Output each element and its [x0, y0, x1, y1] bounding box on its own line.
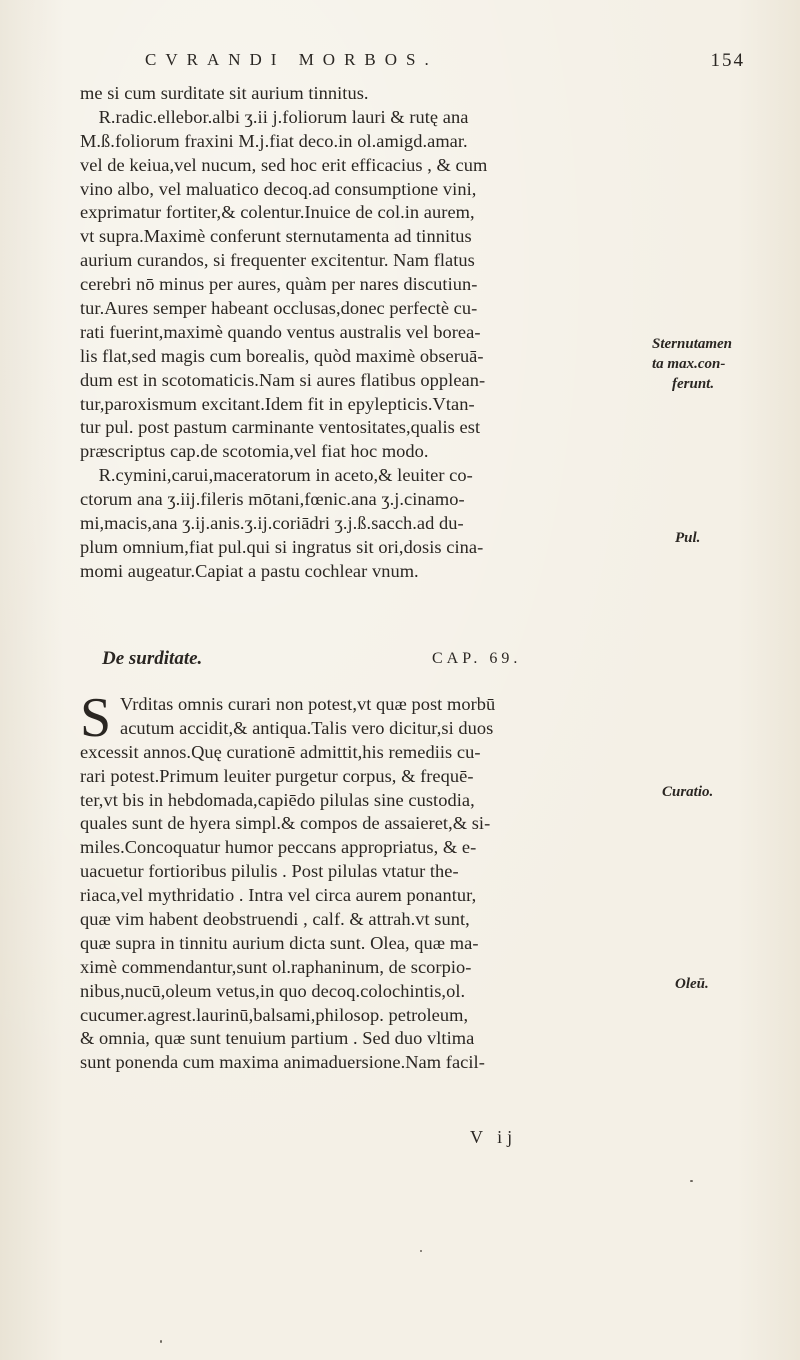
- section-title: De surditate.: [102, 648, 203, 669]
- margin-note-line: ta max.con-: [652, 356, 726, 372]
- margin-note-line: ferunt.: [672, 376, 715, 392]
- margin-note-olea: Oleū.: [675, 976, 709, 992]
- text-line: rari potest.Primum leuiter purgetur corpus, & frequē-: [80, 765, 474, 786]
- text-line: exprimatur fortiter,& colentur.Inuice de col.in aurem,: [80, 202, 475, 223]
- signature-mark: V ij: [470, 1127, 518, 1147]
- text-line: excessit annos.Quę curationē admittit,his remediis cu-: [80, 741, 481, 762]
- text-line: plum omnium,fiat pul.qui si ingratus sit ori,dosis cina-: [80, 536, 484, 557]
- text-line: vel de keiua,vel nucum, sed hoc erit efficacius , & cum: [80, 154, 488, 175]
- text-line: dum est in scotomaticis.Nam si aures flatibus opplean-: [80, 369, 486, 390]
- text-line: aurium curandos, si frequenter excitentur. Nam flatus: [80, 250, 475, 271]
- text-line: sunt ponenda cum maxima animaduersione.Nam facil-: [80, 1052, 485, 1073]
- margin-note-pul: Pul.: [675, 530, 701, 546]
- text-line: quales sunt de hyera simpl.& compos de assaieret,& si-: [80, 813, 491, 834]
- paper-speck: [420, 1250, 422, 1252]
- drop-capital: S: [80, 687, 112, 749]
- text-line: vt supra.Maximè conferunt sternutamenta ad tinnitus: [80, 226, 472, 247]
- text-line: cerebri nō minus per aures, quàm per nares discutiun-: [80, 274, 478, 295]
- running-header: [145, 50, 745, 80]
- text-line: quæ supra in tinnitu aurium dicta sunt. Olea, quæ ma-: [80, 932, 479, 953]
- text-line: vino albo, vel maluatico decoq.ad consumptione vini,: [80, 178, 477, 199]
- text-line: mi,macis,ana ʒ.ij.anis.ʒ.ij.coriādri ʒ.j.ß.sacch.ad du-: [80, 513, 464, 534]
- text-line: momi augeatur.Capiat a pastu cochlear vnum.: [80, 560, 419, 581]
- paragraph-surditas: [80, 693, 740, 1075]
- text-line: quæ vim habent deobstruendi , calf. & attrah.vt sunt,: [80, 909, 470, 930]
- text-line: ximè commendantur,sunt ol.raphaninum, de scorpio-: [80, 956, 472, 977]
- text-line: tur,paroxismum excitant.Idem fit in epylepticis.Vtan-: [80, 393, 475, 414]
- text-line: acutum accidit,& antiqua.Talis vero dicitur,si duos: [120, 717, 494, 738]
- text-line: uacuetur fortioribus pilulis . Post pilulas vtatur the-: [80, 861, 459, 882]
- paragraph-tinnitus: [80, 82, 740, 584]
- paper-speck: [160, 1340, 162, 1343]
- text-line: R.radic.ellebor.albi ʒ.ii j.foliorum lauri & rutę ana: [80, 106, 469, 127]
- margin-note-sternutamenta: [652, 334, 732, 394]
- header-title: CVRANDI MORBOS.: [145, 50, 438, 69]
- text-line: tur pul. post pastum carminante ventositates,qualis est: [80, 417, 481, 438]
- margin-note-line: Sternutamen: [652, 336, 733, 352]
- chapter-number: CAP. 69.: [432, 650, 522, 667]
- text-line: miles.Concoquatur humor peccans appropriatus, & e-: [80, 837, 477, 858]
- text-line: ctorum ana ʒ.iij.fileris mōtani,fœnic.ana ʒ.j.cinamo-: [80, 489, 465, 510]
- text-line: M.ß.foliorum fraxini M.j.fiat deco.in ol.amigd.amar.: [80, 130, 468, 151]
- text-line: lis flat,sed magis cum borealis, quòd maximè obseruā-: [80, 345, 484, 366]
- paper-speck: [690, 1180, 693, 1182]
- text-line: me si cum surditate sit aurium tinnitus.: [80, 83, 369, 103]
- text-line: rati fuerint,maximè quando ventus australis vel borea-: [80, 321, 481, 342]
- margin-note-curatio: Curatio.: [662, 784, 714, 800]
- text-line: ter,vt bis in hebdomada,capiēdo pilulas sine custodia,: [80, 789, 475, 810]
- page-number: 154: [710, 50, 745, 71]
- text-line: cucumer.agrest.laurinū,balsami,philosop. petroleum,: [80, 1004, 469, 1025]
- text-line: riaca,vel mythridatio . Intra vel circa aurem ponantur,: [80, 885, 477, 906]
- text-line: nibus,nucū,oleum vetus,in quo decoq.colochintis,ol.: [80, 980, 466, 1001]
- text-line: præscriptus cap.de scotomia,vel fiat hoc modo.: [80, 441, 429, 462]
- text-line: & omnia, quæ sunt tenuium partium . Sed duo vltima: [80, 1028, 475, 1049]
- text-line: tur.Aures semper habeant occlusas,donec perfectè cu-: [80, 298, 478, 319]
- text-line: Vrditas omnis curari non potest,vt quæ post morbū: [120, 694, 496, 714]
- section-heading: [80, 640, 740, 680]
- text-line: R.cymini,carui,maceratorum in aceto,& leuiter co-: [80, 465, 473, 486]
